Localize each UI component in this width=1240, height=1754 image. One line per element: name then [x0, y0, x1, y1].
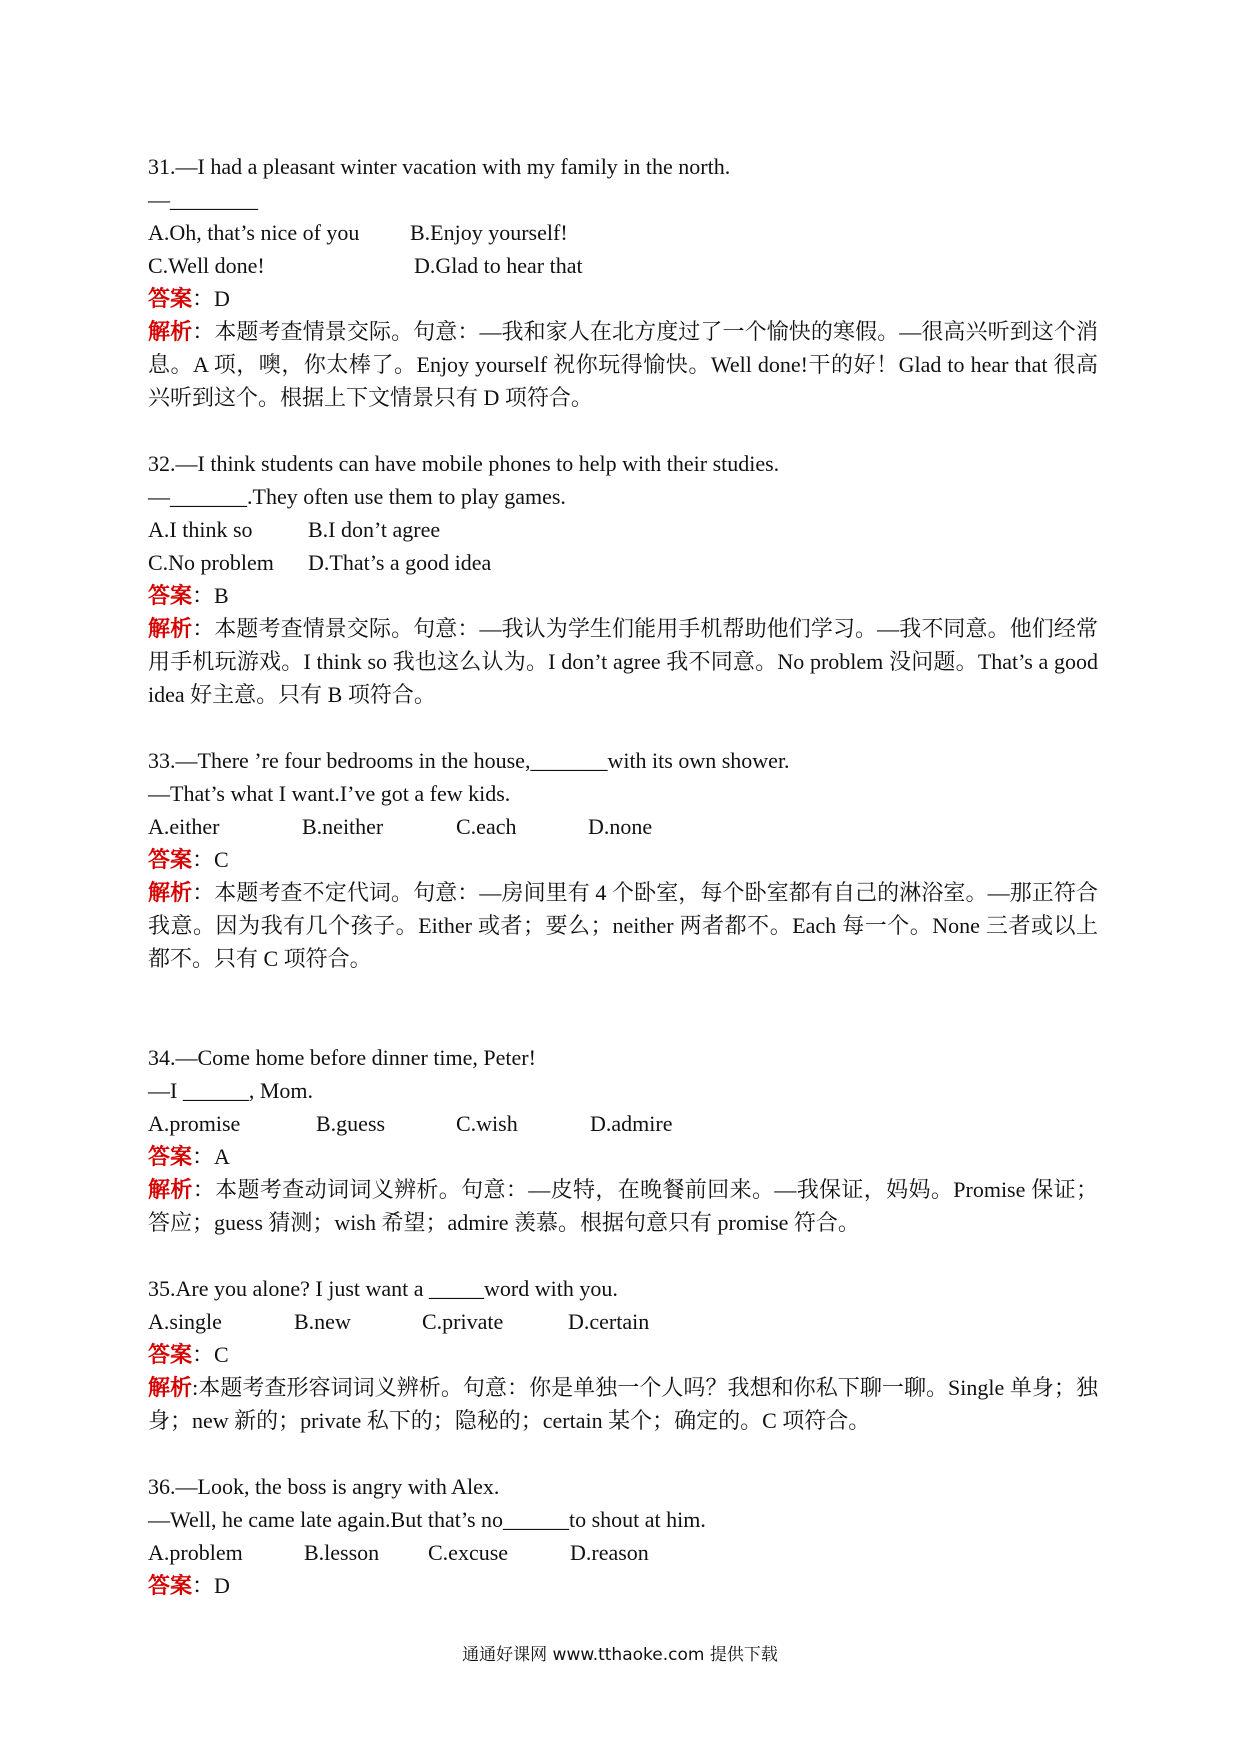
- answer-label: 答案: [148, 583, 193, 608]
- option-c: C.excuse: [428, 1540, 509, 1565]
- question-reply: —Well, he came late again.But that’s no______to shout at him.: [148, 1507, 706, 1532]
- answer-label: 答案: [148, 1342, 193, 1367]
- question-reply: —That’s what I want.I’ve got a few kids.: [148, 781, 511, 806]
- question-reply: —________: [148, 187, 258, 212]
- analysis-label: 解析: [148, 1375, 193, 1400]
- option-d: D.none: [588, 814, 653, 839]
- question-34: [148, 1041, 1098, 1239]
- option-b: B.Enjoy yourself!: [410, 220, 568, 245]
- analysis-label: 解析: [148, 319, 193, 344]
- option-a: A.single: [148, 1309, 222, 1334]
- analysis: 解析:本题考查形容词词义辨析。句意：你是单独一个人吗？我想和你私下聊一聊。Single 单身；独身；new 新的；private 私下的；隐秘的；certain 某个；确定的。C 项符合。: [148, 1375, 1098, 1433]
- option-a: A.promise: [148, 1111, 241, 1136]
- options-row: [148, 546, 1098, 579]
- answer-line: 答案：C: [148, 1342, 229, 1367]
- option-b: B.lesson: [304, 1540, 380, 1565]
- analysis: 解析：本题考查情景交际。句意：—我认为学生们能用手机帮助他们学习。—我不同意。他们经常用手机玩游戏。I think so 我也这么认为。I don’t agree 我不同意。No problem 没问题。That’s a good idea 好主意。只有 B 项符合。: [148, 616, 1098, 707]
- analysis-text: 本题考查情景交际。句意：—我认为学生们能用手机帮助他们学习。—我不同意。他们经常用手机玩游戏。I think so 我也这么认为。I don’t agree 我不同意。No problem 没问题。That’s a good idea 好主意。只有 B 项符合。: [148, 616, 1098, 707]
- page-footer: 通通好课网 www.tthaoke.com 提供下载: [462, 1645, 778, 1665]
- analysis: 解析：本题考查动词词义辨析。句意：—皮特，在晚餐前回来。—我保证，妈妈。Promise 保证；答应；guess 猜测；wish 希望；admire 羡慕。根据句意只有 promise 符合。: [148, 1177, 1098, 1235]
- option-d: D.admire: [590, 1111, 673, 1136]
- options-row: [148, 1305, 1098, 1338]
- answer-value: D: [214, 1573, 230, 1598]
- answer-line: 答案：D: [148, 1573, 230, 1598]
- answer-line: 答案：D: [148, 286, 230, 311]
- option-b: B.new: [294, 1309, 351, 1334]
- answer-value: C: [214, 1342, 229, 1367]
- exam-page: [148, 150, 1098, 1602]
- option-c: C.No problem: [148, 550, 274, 575]
- option-c: C.each: [456, 814, 517, 839]
- analysis: 解析：本题考查不定代词。句意：—房间里有 4 个卧室，每个卧室都有自己的淋浴室。—那正符合我意。因为我有几个孩子。Either 或者；要么；neither 两者都不。Each 每一个。None 三者或以上都不。只有 C 项符合。: [148, 880, 1098, 971]
- question-33: [148, 744, 1098, 975]
- option-b: B.guess: [316, 1111, 386, 1136]
- options-row: [148, 216, 1098, 249]
- analysis-label: 解析: [148, 616, 193, 641]
- option-a: A.I think so: [148, 517, 253, 542]
- option-b: B.I don’t agree: [308, 517, 441, 542]
- question-reply: —_______.They often use them to play games.: [148, 484, 566, 509]
- analysis-text: 本题考查不定代词。句意：—房间里有 4 个卧室，每个卧室都有自己的淋浴室。—那正符合我意。因为我有几个孩子。Either 或者；要么；neither 两者都不。Each 每一个。None 三者或以上都不。只有 C 项符合。: [148, 880, 1098, 971]
- option-a: A.Oh, that’s nice of you: [148, 220, 360, 245]
- question-stem: 36.—Look, the boss is angry with Alex.: [148, 1474, 500, 1499]
- question-36: [148, 1470, 1098, 1602]
- options-row: [148, 810, 1098, 843]
- option-d: D.certain: [568, 1309, 650, 1334]
- question-35: [148, 1272, 1098, 1437]
- answer-value: D: [214, 286, 230, 311]
- analysis-text: 本题考查形容词词义辨析。句意：你是单独一个人吗？我想和你私下聊一聊。Single 单身；独身；new 新的；private 私下的；隐秘的；certain 某个；确定的。C 项符合。: [148, 1375, 1098, 1433]
- question-stem: 34.—Come home before dinner time, Peter!: [148, 1045, 536, 1070]
- answer-value: C: [214, 847, 229, 872]
- question-stem: 32.—I think students can have mobile phones to help with their studies.: [148, 451, 780, 476]
- answer-label: 答案: [148, 286, 193, 311]
- question-31: [148, 150, 1098, 414]
- option-c: C.wish: [456, 1111, 518, 1136]
- options-row: [148, 1536, 1098, 1569]
- answer-label: 答案: [148, 1144, 193, 1169]
- answer-line: 答案：C: [148, 847, 229, 872]
- question-stem: 35.Are you alone? I just want a _____word with you.: [148, 1276, 618, 1301]
- analysis-text: 本题考查情景交际。句意：—我和家人在北方度过了一个愉快的寒假。—很高兴听到这个消息。A 项，噢，你太棒了。Enjoy yourself 祝你玩得愉快。Well done!干的好！Glad to hear that 很高兴听到这个。根据上下文情景只有 D 项符合。: [148, 319, 1098, 410]
- option-c: C.private: [422, 1309, 504, 1334]
- question-32: [148, 447, 1098, 711]
- analysis-label: 解析: [148, 1177, 193, 1202]
- option-d: D.reason: [570, 1540, 649, 1565]
- analysis-label: 解析: [148, 880, 193, 905]
- option-a: A.problem: [148, 1540, 243, 1565]
- answer-line: 答案：B: [148, 583, 229, 608]
- analysis-text: 本题考查动词词义辨析。句意：—皮特，在晚餐前回来。—我保证，妈妈。Promise 保证；答应；guess 猜测；wish 希望；admire 羡慕。根据句意只有 promise 符合。: [148, 1177, 1098, 1235]
- option-d: D.Glad to hear that: [414, 253, 583, 278]
- answer-line: 答案：A: [148, 1144, 230, 1169]
- option-b: B.neither: [302, 814, 384, 839]
- answer-value: B: [214, 583, 229, 608]
- answer-label: 答案: [148, 847, 193, 872]
- option-a: A.either: [148, 814, 220, 839]
- option-d: D.That’s a good idea: [308, 550, 492, 575]
- question-stem: 33.—There ’re four bedrooms in the house,_______with its own shower.: [148, 748, 790, 773]
- options-row: [148, 513, 1098, 546]
- options-row: [148, 249, 1098, 282]
- answer-label: 答案: [148, 1573, 193, 1598]
- question-stem: 31.—I had a pleasant winter vacation with my family in the north.: [148, 154, 731, 179]
- options-row: [148, 1107, 1098, 1140]
- answer-value: A: [214, 1144, 230, 1169]
- option-c: C.Well done!: [148, 253, 265, 278]
- analysis: 解析：本题考查情景交际。句意：—我和家人在北方度过了一个愉快的寒假。—很高兴听到这个消息。A 项，噢，你太棒了。Enjoy yourself 祝你玩得愉快。Well done!干的好！Glad to hear that 很高兴听到这个。根据上下文情景只有 D 项符合。: [148, 319, 1098, 410]
- question-reply: —I ______, Mom.: [148, 1078, 313, 1103]
